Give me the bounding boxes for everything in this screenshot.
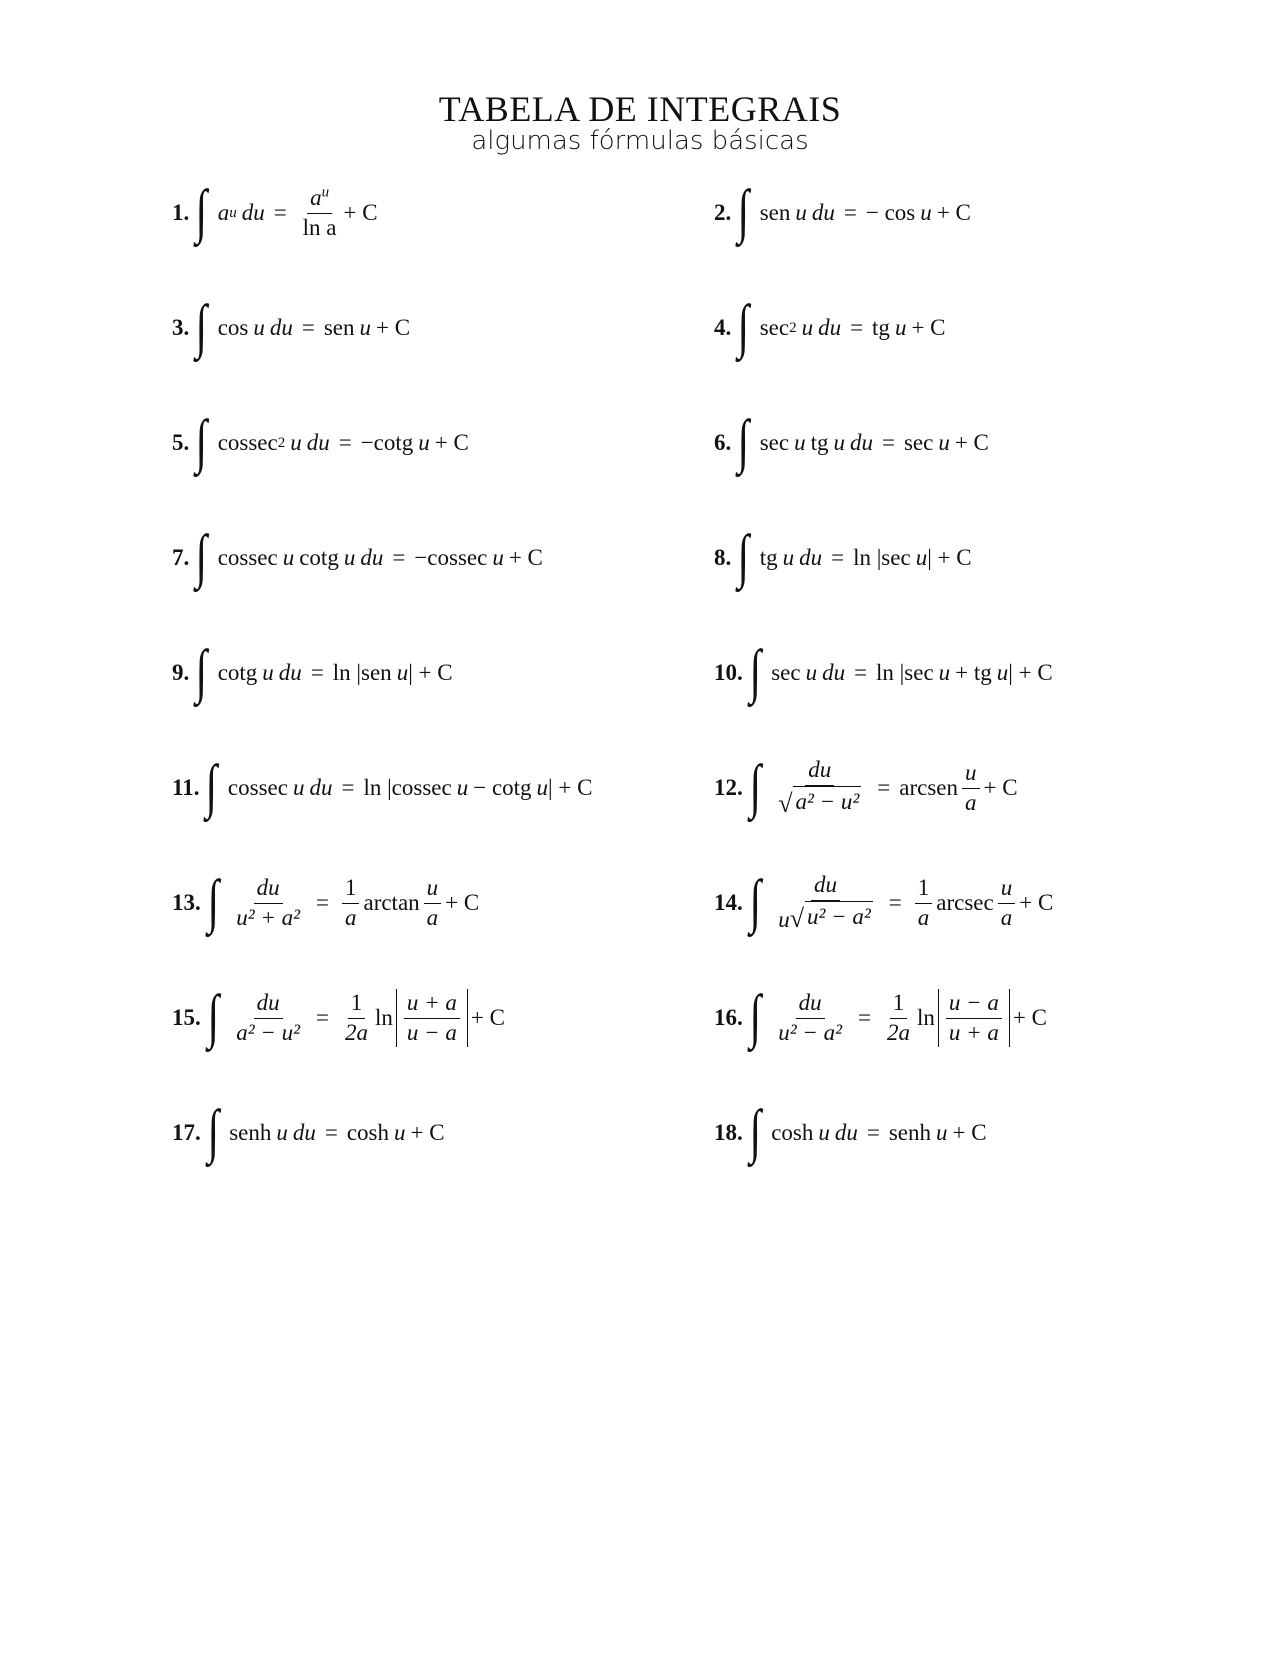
formula-number: 2.: [714, 200, 732, 225]
fraction: du √ a² − u²: [778, 757, 860, 818]
formula-8: 8. ∫ tg u du = ln |sec u | + C: [714, 523, 972, 589]
formula-number: 14.: [714, 890, 743, 915]
integral-sign: ∫: [737, 408, 750, 474]
formula-4: 4. ∫ sec 2 u du = tg u + C: [714, 293, 946, 359]
fraction: $\frac{1}{a}$: [915, 874, 933, 933]
integral-sign: ∫: [737, 178, 750, 244]
integral-sign: ∫: [207, 983, 219, 1049]
formula-15: 15. ∫ $\frac{du}{\text{a² − u²}}$ = $\frac{1}{2a}$ ln $\frac{u + a}{u - a}$ + C: [172, 983, 505, 1049]
formula-11: 11. ∫ cossec u du = ln |cossec u − cotg u | + C: [172, 753, 593, 819]
formula-17: 17. ∫ senh u du = cosh u + C: [172, 1098, 445, 1164]
fraction: du u √ u² − a²: [778, 872, 871, 933]
formula-number: 8.: [714, 545, 732, 570]
formula-3: 3. ∫ cos u du = sen u + C: [172, 293, 411, 359]
fraction: $\frac{u + a}{u - a}$: [404, 989, 460, 1048]
integral-sign: ∫: [749, 868, 761, 934]
formula-number: 4.: [714, 315, 732, 340]
absolute-value: [396, 989, 468, 1048]
formula-number: 5.: [172, 430, 190, 455]
fraction: $\frac{1}{a}$: [342, 874, 360, 933]
formula-5: 5. ∫ cossec 2 u du = −cotg u + C: [172, 408, 469, 474]
square-root: √ a² − u²: [778, 786, 861, 817]
integral-sign: ∫: [195, 523, 208, 589]
integral-sign: ∫: [737, 523, 750, 589]
integral-sign: ∫: [195, 293, 208, 359]
square-root: √ u² − a²: [790, 901, 873, 932]
fraction: $\frac{a^u}{\text{ln a}}$: [302, 184, 337, 240]
integral-sign: ∫: [737, 293, 750, 359]
fraction: $\frac{du}{\text{u² − a²}}$: [778, 989, 842, 1045]
absolute-value: [938, 989, 1010, 1048]
formula-number: 9.: [172, 660, 190, 685]
formula-number: 6.: [714, 430, 732, 455]
integral-sign: ∫: [195, 178, 208, 244]
formula-number: 17.: [172, 1120, 201, 1145]
formula-16: 16. ∫ $\frac{du}{\text{u² − a²}}$ = $\frac{1}{2a}$ ln $\frac{u - a}{u + a}$ + C: [714, 983, 1047, 1049]
integral-sign: ∫: [195, 408, 208, 474]
fraction: $\frac{du}{\text{a² − u²}}$: [236, 989, 300, 1045]
fraction: $\frac{u - a}{u + a}$: [946, 989, 1002, 1048]
integral-sign: ∫: [749, 753, 761, 819]
formula-2: 2. ∫ sen u du = − cos u + C: [714, 178, 971, 244]
integral-sign: ∫: [207, 868, 219, 934]
fraction: $\frac{1}{2a}$: [344, 989, 368, 1045]
formula-number: 1.: [172, 200, 190, 225]
formula-number: 12.: [714, 775, 743, 800]
fraction: $\frac{u}{a}$: [998, 874, 1016, 933]
page-title: TABELA DE INTEGRAIS: [438, 89, 842, 129]
formula-number: 7.: [172, 545, 190, 570]
fraction: $\frac{du}{\text{u² + a²}}$: [236, 874, 300, 930]
page-subtitle: algumas fórmulas básicas: [471, 126, 809, 156]
formula-number: 11.: [172, 775, 200, 800]
formula-number: 10.: [714, 660, 743, 685]
formula-number: 3.: [172, 315, 190, 340]
formula-14: 14. ∫ du u √ u² − a² = $\frac{1}{a}$ arcsec $\frac{u}{a}$ + C: [714, 868, 1054, 934]
formula-13: 13. ∫ $\frac{du}{\text{u² + a²}}$ = $\frac{1}{a}$ arctan $\frac{u}{a}$ + C: [172, 868, 480, 934]
integral-sign: ∫: [749, 983, 761, 1049]
formula-number: 16.: [714, 1005, 743, 1030]
fraction: $\frac{1}{2a}$: [886, 989, 910, 1045]
fraction: $\frac{u}{a}$: [962, 759, 980, 818]
integral-sign: ∫: [207, 1098, 219, 1164]
formula-12: 12. ∫ du √ a² − u² = arcsen $\frac{u}{a}$ + C: [714, 753, 1018, 819]
formula-9: 9. ∫ cotg u du = ln |sen u | + C: [172, 638, 453, 704]
formula-number: 13.: [172, 890, 201, 915]
formula-6: 6. ∫ sec u tg u du = sec u + C: [714, 408, 989, 474]
formula-10: 10. ∫ sec u du = ln |sec u + tg u | + C: [714, 638, 1053, 704]
fraction: $\frac{u}{a}$: [424, 874, 442, 933]
integral-sign: ∫: [195, 638, 208, 704]
formula-number: 15.: [172, 1005, 201, 1030]
integral-sign: ∫: [749, 638, 761, 704]
integral-sign: ∫: [205, 753, 218, 819]
integral-sign: ∫: [749, 1098, 761, 1164]
formula-18: 18. ∫ cosh u du = senh u + C: [714, 1098, 987, 1164]
formula-number: 18.: [714, 1120, 743, 1145]
formula-7: 7. ∫ cossec u cotg u du = −cossec u + C: [172, 523, 543, 589]
formula-1: 1. ∫ a u du = $\frac{a^u}{\text{ln a}}$ + C: [172, 178, 378, 244]
